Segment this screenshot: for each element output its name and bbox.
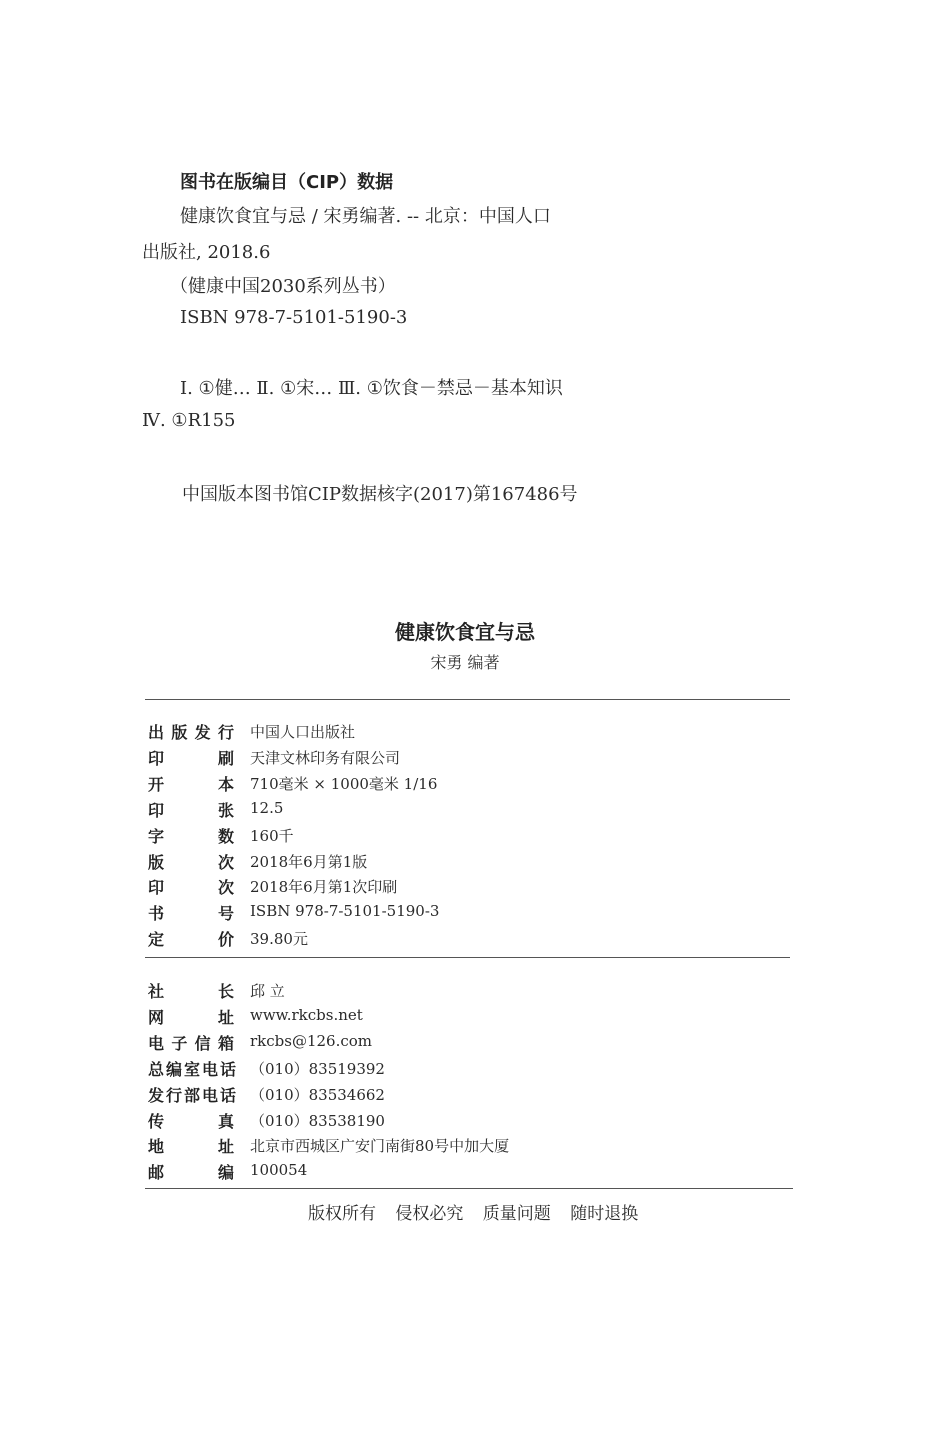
book-author: 宋勇 编著 bbox=[430, 653, 500, 672]
contact-info-row-label: 发 行 部 电 话 bbox=[148, 1085, 236, 1105]
publication-info-row-value: 中国人口出版社 bbox=[250, 723, 356, 741]
cip-isbn-line: ISBN 978-7-5101-5190-3 bbox=[180, 307, 408, 328]
book-title: 健康饮食宜与忌 bbox=[395, 620, 535, 644]
contact-info-row-value: （010）83519392 bbox=[250, 1059, 385, 1078]
publication-info-row-label: 出 版 发 行 bbox=[148, 723, 234, 742]
publication-info-row-label: 字 数 bbox=[148, 826, 234, 846]
contact-info-row-label: 总 编 室 电 话 bbox=[148, 1059, 236, 1079]
cip-heading: 图书在版编目（CIP）数据 bbox=[180, 172, 394, 193]
publication-info-row-value: 160千 bbox=[250, 826, 294, 845]
divider-middle bbox=[145, 957, 790, 958]
publication-info-row-label: 定 价 bbox=[148, 930, 234, 950]
publication-info-row-value: 天津文林印务有限公司 bbox=[250, 748, 401, 767]
contact-info-row-value: www.rkcbs.net bbox=[250, 1005, 363, 1024]
publication-info-row-label: 印 张 bbox=[148, 800, 234, 820]
cip-title-line: 健康饮食宜与忌 / 宋勇编著. -- 北京：中国人口 bbox=[180, 206, 551, 227]
publication-info-row-value: 12.5 bbox=[250, 798, 284, 817]
contact-info-row-label: 传 真 bbox=[148, 1111, 234, 1131]
publication-info-row-label: 印 刷 bbox=[148, 748, 234, 768]
contact-info-row-value: rkcbs@126.com bbox=[250, 1031, 373, 1050]
contact-info-row-value: 邱 立 bbox=[250, 982, 285, 1000]
cip-classification-line: Ⅰ. ①健… Ⅱ. ①宋… Ⅲ. ①饮食－禁忌－基本知识 bbox=[180, 378, 563, 399]
contact-info-row-value: （010）83538190 bbox=[250, 1111, 385, 1130]
divider-top bbox=[145, 699, 790, 700]
contact-info-row-label: 网 址 bbox=[148, 1007, 234, 1027]
contact-info-row-value: 100054 bbox=[250, 1161, 308, 1180]
publication-info-row-value: 2018年6月第1次印刷 bbox=[250, 878, 398, 897]
cip-record-number-line: 中国版本图书馆CIP数据核字(2017)第167486号 bbox=[182, 484, 578, 505]
publication-info-row-label: 印 次 bbox=[148, 878, 234, 898]
contact-info-row-label: 社 长 bbox=[148, 982, 234, 1001]
cip-publisher-line: 出版社, 2018.6 bbox=[142, 242, 271, 263]
cip-call-number-line: Ⅳ. ①R155 bbox=[142, 410, 236, 431]
publication-info-row-label: 版 次 bbox=[148, 852, 234, 872]
contact-info-row-value: 北京市西城区广安门南街80号中加大厦 bbox=[250, 1137, 510, 1156]
publication-info-row-label: 开 本 bbox=[148, 774, 234, 794]
divider-bottom bbox=[145, 1188, 793, 1189]
contact-info-row-label: 邮 编 bbox=[148, 1163, 234, 1183]
contact-info-row-label: 电 子 信 箱 bbox=[148, 1033, 234, 1053]
publication-info-row-value: 39.80元 bbox=[250, 930, 308, 949]
contact-info-row-value: （010）83534662 bbox=[250, 1085, 385, 1104]
copyright-notice: 版权所有 侵权必究 质量问题 随时退换 bbox=[308, 1204, 639, 1224]
cip-series-line: （健康中国2030系列丛书） bbox=[170, 276, 396, 297]
publication-info-row-value: ISBN 978-7-5101-5190-3 bbox=[250, 902, 440, 921]
publication-info-row-value: 710毫米 × 1000毫米 1/16 bbox=[250, 774, 438, 793]
publication-info-row-label: 书 号 bbox=[148, 904, 234, 924]
publication-info-row-value: 2018年6月第1版 bbox=[250, 852, 368, 871]
contact-info-row-label: 地 址 bbox=[148, 1137, 234, 1157]
